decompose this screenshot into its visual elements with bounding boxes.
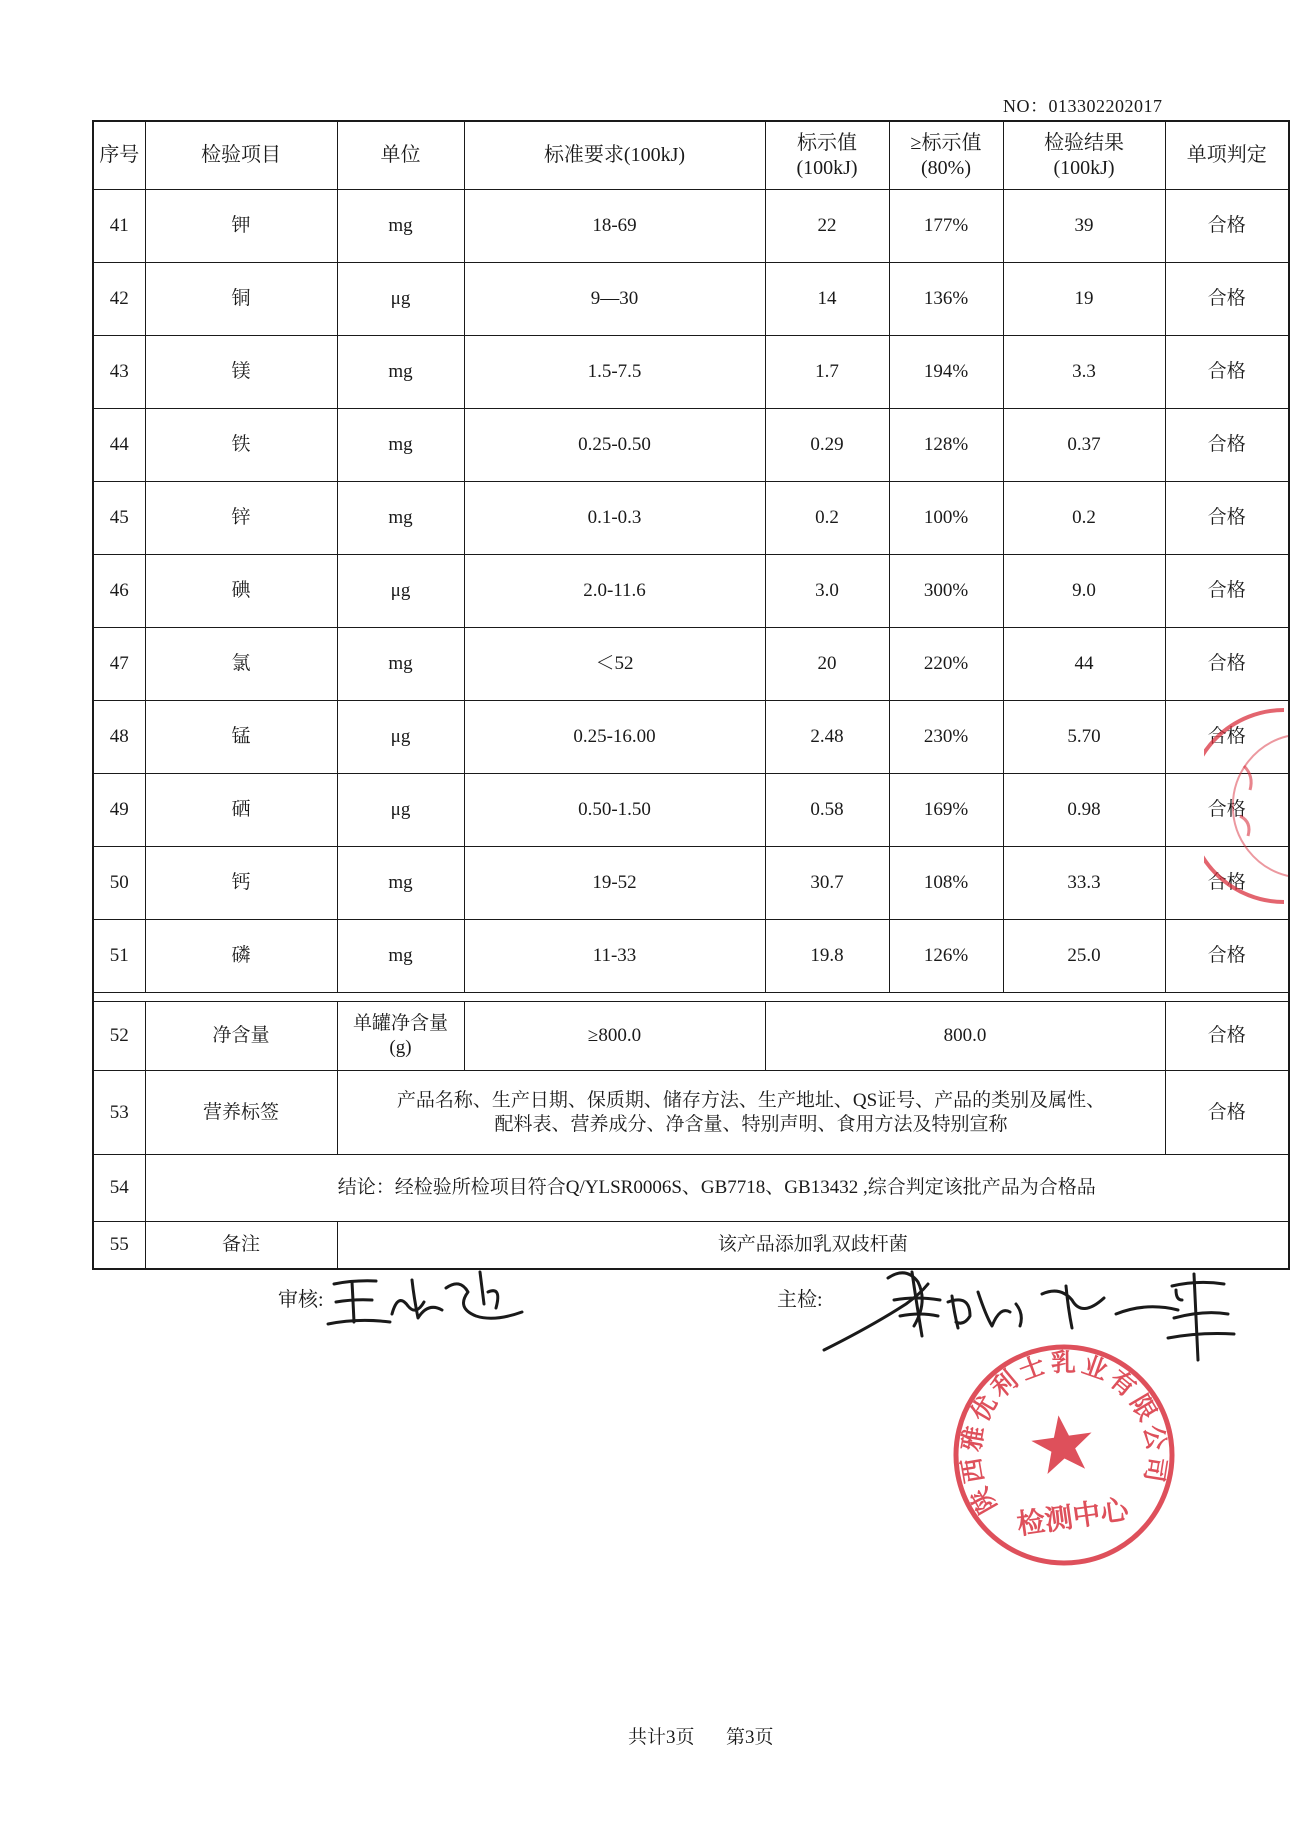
cell-label-value: 2.48 xyxy=(765,701,889,774)
cell-verdict: 合格 xyxy=(1165,263,1289,336)
cell-no: 42 xyxy=(93,263,145,336)
cell-item: 氯 xyxy=(145,628,337,701)
cell-no: 53 xyxy=(93,1071,145,1155)
cell-label-value: 30.7 xyxy=(765,847,889,920)
cell-item: 钾 xyxy=(145,190,337,263)
cell-label-value: 19.8 xyxy=(765,920,889,993)
header-percent-title: ≥标示值 xyxy=(910,131,982,154)
cell-no: 45 xyxy=(93,482,145,555)
cell-unit: mg xyxy=(337,920,464,993)
cell-unit: mg xyxy=(337,409,464,482)
company-seal xyxy=(944,1335,1184,1575)
cell-standard: 9—30 xyxy=(464,263,765,336)
cell-verdict: 合格 xyxy=(1165,1071,1289,1155)
conclusion-text: 结论：经检验所检项目符合Q/YLSR0006S、GB7718、GB13432 ,综合判定该批产品为合格品 xyxy=(145,1155,1289,1222)
cell-percent-of-label: 108% xyxy=(889,847,1003,920)
header-result-unit: (100kJ) xyxy=(1053,156,1115,179)
cell-unit: mg xyxy=(337,336,464,409)
table-row xyxy=(93,628,1289,701)
cell-item: 锰 xyxy=(145,701,337,774)
cell-verdict: 合格 xyxy=(1165,920,1289,993)
cell-label-value: 20 xyxy=(765,628,889,701)
cell-percent-of-label: 194% xyxy=(889,336,1003,409)
seal-star-icon xyxy=(1028,1411,1096,1475)
cell-verdict: 合格 xyxy=(1165,1002,1289,1071)
cell-percent-of-label: 169% xyxy=(889,774,1003,847)
cell-item: 钙 xyxy=(145,847,337,920)
cell-label-value: 22 xyxy=(765,190,889,263)
cell-verdict: 合格 xyxy=(1165,336,1289,409)
cell-verdict: 合格 xyxy=(1165,774,1289,847)
cell-percent-of-label: 136% xyxy=(889,263,1003,336)
header-standard: 标准要求(100kJ) xyxy=(464,121,765,190)
table-row xyxy=(93,847,1289,920)
cell-item: 磷 xyxy=(145,920,337,993)
cell-item: 营养标签 xyxy=(145,1071,337,1155)
cell-item: 铜 xyxy=(145,263,337,336)
cell-standard: 19-52 xyxy=(464,847,765,920)
cell-result: 25.0 xyxy=(1003,920,1165,993)
table-row xyxy=(93,701,1289,774)
cell-no: 44 xyxy=(93,409,145,482)
nutrition-label-line-1: 产品名称、生产日期、保质期、储存方法、生产地址、QS证号、产品的类别及属性、 xyxy=(396,1089,1106,1111)
header-no: 序号 xyxy=(93,121,145,190)
cell-standard: 0.25-0.50 xyxy=(464,409,765,482)
cell-percent-of-label: 126% xyxy=(889,920,1003,993)
cell-no: 49 xyxy=(93,774,145,847)
cell-verdict: 合格 xyxy=(1165,409,1289,482)
cell-label-value: 1.7 xyxy=(765,336,889,409)
cell-percent-of-label: 300% xyxy=(889,555,1003,628)
table-header-row xyxy=(93,121,1289,190)
net-content-unit-suffix: (g) xyxy=(389,1037,412,1058)
cell-item: 铁 xyxy=(145,409,337,482)
cell-unit: μg xyxy=(337,701,464,774)
cell-standard: ≥800.0 xyxy=(464,1002,765,1071)
cell-result: 39 xyxy=(1003,190,1165,263)
cell-label-value: 0.58 xyxy=(765,774,889,847)
cell-percent-of-label: 230% xyxy=(889,701,1003,774)
cell-no: 47 xyxy=(93,628,145,701)
cell-result: 44 xyxy=(1003,628,1165,701)
cell-label-value: 0.29 xyxy=(765,409,889,482)
cell-percent-of-label: 177% xyxy=(889,190,1003,263)
cell-result: 0.2 xyxy=(1003,482,1165,555)
header-label-value-title: 标示值 xyxy=(797,131,857,154)
table-row xyxy=(93,190,1289,263)
table-row xyxy=(93,263,1289,336)
table-row xyxy=(93,920,1289,993)
header-result-title: 检验结果 xyxy=(1044,131,1124,154)
cell-label-value: 3.0 xyxy=(765,555,889,628)
cell-unit: mg xyxy=(337,190,464,263)
cell-item: 净含量 xyxy=(145,1002,337,1071)
header-verdict: 单项判定 xyxy=(1165,121,1289,190)
header-percent-unit: (80%) xyxy=(921,156,971,179)
header-item: 检验项目 xyxy=(145,121,337,190)
cell-standard: 11-33 xyxy=(464,920,765,993)
cell-verdict: 合格 xyxy=(1165,555,1289,628)
reviewer-signature xyxy=(326,1262,526,1336)
cell-result: 19 xyxy=(1003,263,1165,336)
cell-no: 41 xyxy=(93,190,145,263)
cell-verdict: 合格 xyxy=(1165,701,1289,774)
cell-standard: 0.25-16.00 xyxy=(464,701,765,774)
cell-unit: mg xyxy=(337,847,464,920)
header-percent-of-label xyxy=(889,121,1003,190)
seal-company-name: 陕西雅优利士乳业有限公司 xyxy=(956,1347,1172,1519)
cell-result: 5.70 xyxy=(1003,701,1165,774)
cell-standard: 0.1-0.3 xyxy=(464,482,765,555)
table-row xyxy=(93,774,1289,847)
seal-department: 检测中心 xyxy=(1014,1492,1131,1542)
footer-total-pages: 共计3页 xyxy=(628,1727,695,1748)
document-number: NO：013302202017 xyxy=(1003,96,1163,116)
cell-no: 55 xyxy=(93,1222,145,1270)
partial-edge-seal xyxy=(1204,706,1290,906)
footer-current-page: 第3页 xyxy=(726,1727,774,1748)
header-unit: 单位 xyxy=(337,121,464,190)
cell-no: 52 xyxy=(93,1002,145,1071)
cell-result: 9.0 xyxy=(1003,555,1165,628)
cell-unit: mg xyxy=(337,628,464,701)
cell-no: 51 xyxy=(93,920,145,993)
conclusion-row xyxy=(93,1155,1289,1222)
cell-unit: μg xyxy=(337,555,464,628)
cell-no: 54 xyxy=(93,1155,145,1222)
cell-unit: μg xyxy=(337,774,464,847)
cell-unit xyxy=(337,1002,464,1071)
table-row xyxy=(93,555,1289,628)
cell-result: 33.3 xyxy=(1003,847,1165,920)
nutrition-label-line-2: 配料表、营养成分、净含量、特别声明、食用方法及特别宣称 xyxy=(494,1113,1008,1135)
remark-text: 该产品添加乳双歧杆菌 xyxy=(337,1222,1289,1270)
table-row xyxy=(93,336,1289,409)
cell-standard: 0.50-1.50 xyxy=(464,774,765,847)
table-row xyxy=(93,409,1289,482)
cell-standard: ＜52 xyxy=(464,628,765,701)
header-label-value xyxy=(765,121,889,190)
net-content-row xyxy=(93,1002,1289,1071)
cell-percent-of-label: 128% xyxy=(889,409,1003,482)
cell-no: 48 xyxy=(93,701,145,774)
separator-cell xyxy=(93,993,1289,1002)
net-content-unit-title: 单罐净含量 xyxy=(352,1013,448,1035)
cell-unit: μg xyxy=(337,263,464,336)
cell-verdict: 合格 xyxy=(1165,482,1289,555)
cell-item: 锌 xyxy=(145,482,337,555)
cell-verdict: 合格 xyxy=(1165,628,1289,701)
inspector-label: 主检: xyxy=(777,1289,823,1311)
cell-item: 备注 xyxy=(145,1222,337,1270)
header-label-value-unit: (100kJ) xyxy=(796,156,858,179)
cell-standard: 18-69 xyxy=(464,190,765,263)
cell-result: 3.3 xyxy=(1003,336,1165,409)
cell-result: 800.0 xyxy=(765,1002,1165,1071)
cell-result: 0.98 xyxy=(1003,774,1165,847)
cell-standard: 2.0-11.6 xyxy=(464,555,765,628)
reviewer-label: 审核: xyxy=(278,1289,324,1311)
cell-no: 43 xyxy=(93,336,145,409)
cell-item: 硒 xyxy=(145,774,337,847)
nutrition-label-row xyxy=(93,1071,1289,1155)
cell-result: 0.37 xyxy=(1003,409,1165,482)
cell-verdict: 合格 xyxy=(1165,190,1289,263)
cell-unit: mg xyxy=(337,482,464,555)
cell-percent-of-label: 220% xyxy=(889,628,1003,701)
cell-label-value: 14 xyxy=(765,263,889,336)
cell-no: 50 xyxy=(93,847,145,920)
cell-item: 镁 xyxy=(145,336,337,409)
cell-item: 碘 xyxy=(145,555,337,628)
table-row xyxy=(93,482,1289,555)
cell-verdict: 合格 xyxy=(1165,847,1289,920)
nutrition-label-content xyxy=(337,1071,1165,1155)
cell-percent-of-label: 100% xyxy=(889,482,1003,555)
cell-label-value: 0.2 xyxy=(765,482,889,555)
cell-no: 46 xyxy=(93,555,145,628)
header-result xyxy=(1003,121,1165,190)
inspection-table xyxy=(92,120,1290,1270)
cell-standard: 1.5-7.5 xyxy=(464,336,765,409)
double-rule-separator xyxy=(93,993,1289,1002)
